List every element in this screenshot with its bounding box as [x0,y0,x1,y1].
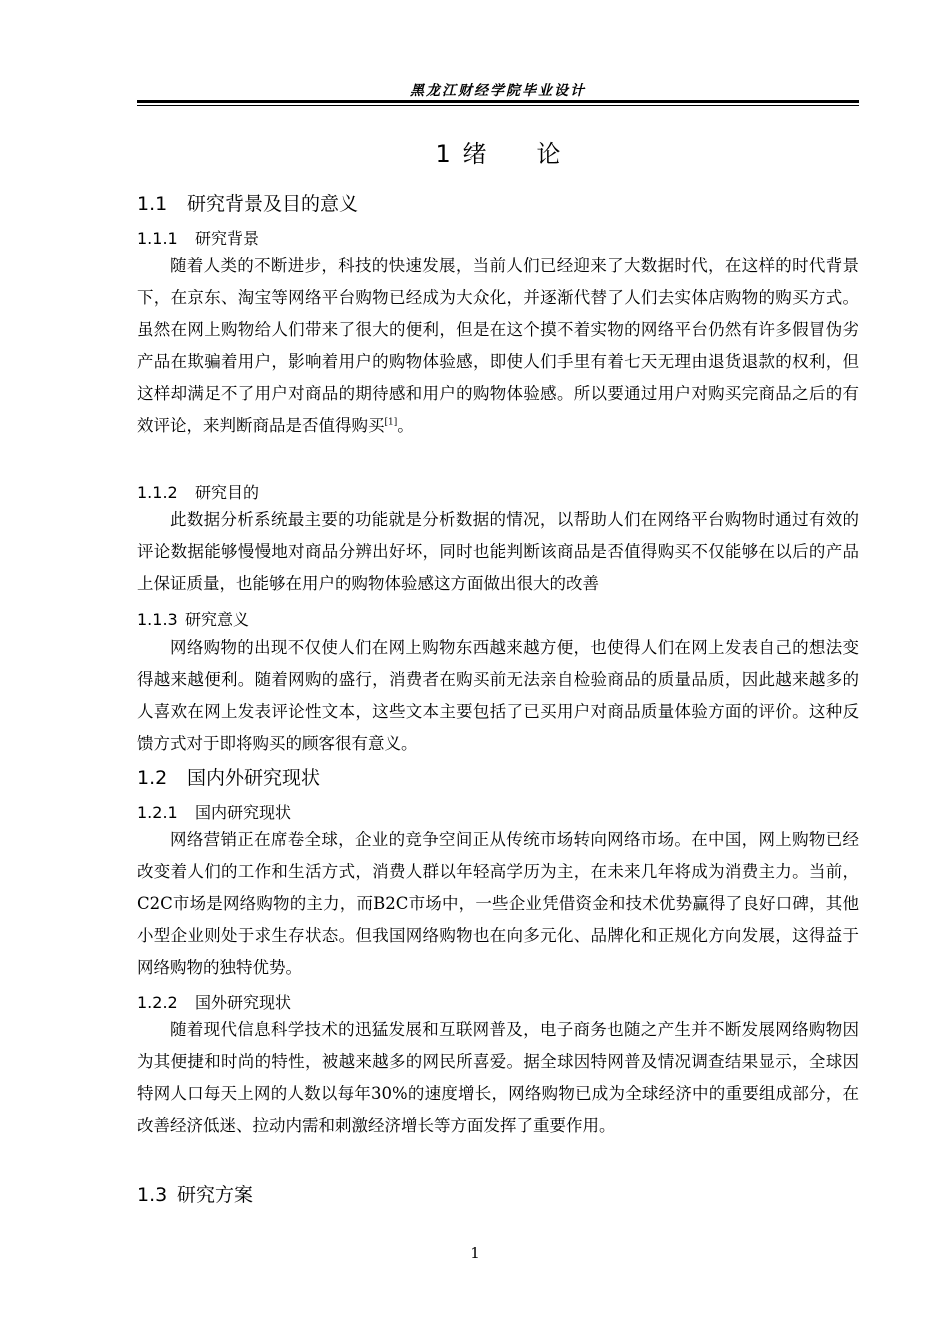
running-header: 黑龙江财经学院毕业设计 [410,83,586,99]
subsection-title: 国外研究现状 [195,993,292,1012]
subsection-number: 1.1.2 [137,483,178,502]
section-number: 1.2 [137,767,168,789]
subsection-title: 研究目的 [195,483,260,502]
section-number: 1.3 [137,1184,168,1206]
paragraph-domestic-research [137,824,859,984]
paragraph-research-background [137,250,859,442]
paragraph-text: 网络营销正在席卷全球，企业的竞争空间正从传统市场转向网络市场。在中国，网上购物已经改变着人们的工作和生活方式，消费人群以年轻高学历为主，在未来几年将成为消费主力。当前，C2C市场是网络购物的主力，而B2C市场中，一些企业凭借资金和技术优势赢得了良好口碑，其他小型企业则处于求生存状态。但我国网络购物也在向多元化、品牌化和正规化方向发展，这得益于网络购物的独特优势。 [137,830,859,977]
paragraph-text: 随着人类的不断进步，科技的快速发展，当前人们已经迎来了大数据时代，在这样的时代背景下，在京东、淘宝等网络平台购物已经成为大众化，并逐渐代替了人们去实体店购物的购买方式。虽然在网上购物给人们带来了很大的便利，但是在这个摸不着实物的网络平台仍然有许多假冒伪劣产品在欺骗着用户，影响着用户的购物体验感，即使人们手里有着七天无理由退货退款的权利，但这样却满足不了用户对商品的期待感和用户的购物体验感。所以要通过用户对购买完商品之后的有效评论，来判断商品是否值得购买 [137,256,859,435]
subsection-title: 国内研究现状 [195,803,292,822]
subsection-heading-1-1-3 [137,607,249,630]
subsection-heading-1-2-2 [137,990,291,1013]
subsection-title: 研究意义 [185,610,250,629]
chapter-title [137,134,859,169]
subsection-title: 研究背景 [195,229,260,248]
header-rule-thin [137,105,859,106]
subsection-number: 1.1.3 [137,610,178,629]
chapter-title-right: 论 [536,140,561,168]
section-title: 研究方案 [177,1184,254,1206]
section-title: 国内外研究现状 [187,767,321,789]
header-rule-thick [137,100,859,103]
section-heading-1-3 [137,1180,253,1207]
subsection-number: 1.1.1 [137,229,178,248]
section-heading-1-1 [137,189,358,216]
paragraph-tail: 。 [397,416,414,435]
page-number: 1 [470,1244,480,1262]
subsection-heading-1-1-2 [137,480,259,503]
paragraph-text: 网络购物的出现不仅使人们在网上购物东西越来越方便，也使得人们在网上发表自己的想法变得越来越便利。随着网购的盛行，消费者在购买前无法亲自检验商品的质量品质，因此越来越多的人喜欢在网上发表评论性文本，这些文本主要包括了已买用户对商品质量体验方面的评价。这种反馈方式对于即将购买的顾客很有意义。 [137,638,859,753]
paragraph-research-significance [137,632,859,760]
section-heading-1-2 [137,763,320,790]
section-number: 1.1 [137,193,168,215]
paragraph-text: 此数据分析系统最主要的功能就是分析数据的情况，以帮助人们在网络平台购物时通过有效的评论数据能够慢慢地对商品分辨出好坏，同时也能判断该商品是否值得购买不仅能够在以后的产品上保证质量，也能够在用户的购物体验感这方面做出很大的改善 [137,510,859,593]
chapter-title-left: 绪 [462,140,487,168]
paragraph-research-purpose [137,504,859,600]
paragraph-text: 随着现代信息科学技术的迅猛发展和互联网普及，电子商务也随之产生并不断发展网络购物因为其便捷和时尚的特性，被越来越多的网民所喜爱。据全球因特网普及情况调查结果显示，全球因特网人口每天上网的人数以每年30%的速度增长，网络购物已成为全球经济中的重要组成部分，在改善经济低迷、拉动内需和刺激经济增长等方面发挥了重要作用。 [137,1020,859,1135]
citation-ref: [1] [384,417,398,428]
chapter-number: 1 [435,140,451,168]
section-title: 研究背景及目的意义 [187,193,359,215]
subsection-number: 1.2.2 [137,993,178,1012]
subsection-heading-1-1-1 [137,226,259,249]
subsection-heading-1-2-1 [137,800,291,823]
paragraph-foreign-research [137,1014,859,1142]
subsection-number: 1.2.1 [137,803,178,822]
